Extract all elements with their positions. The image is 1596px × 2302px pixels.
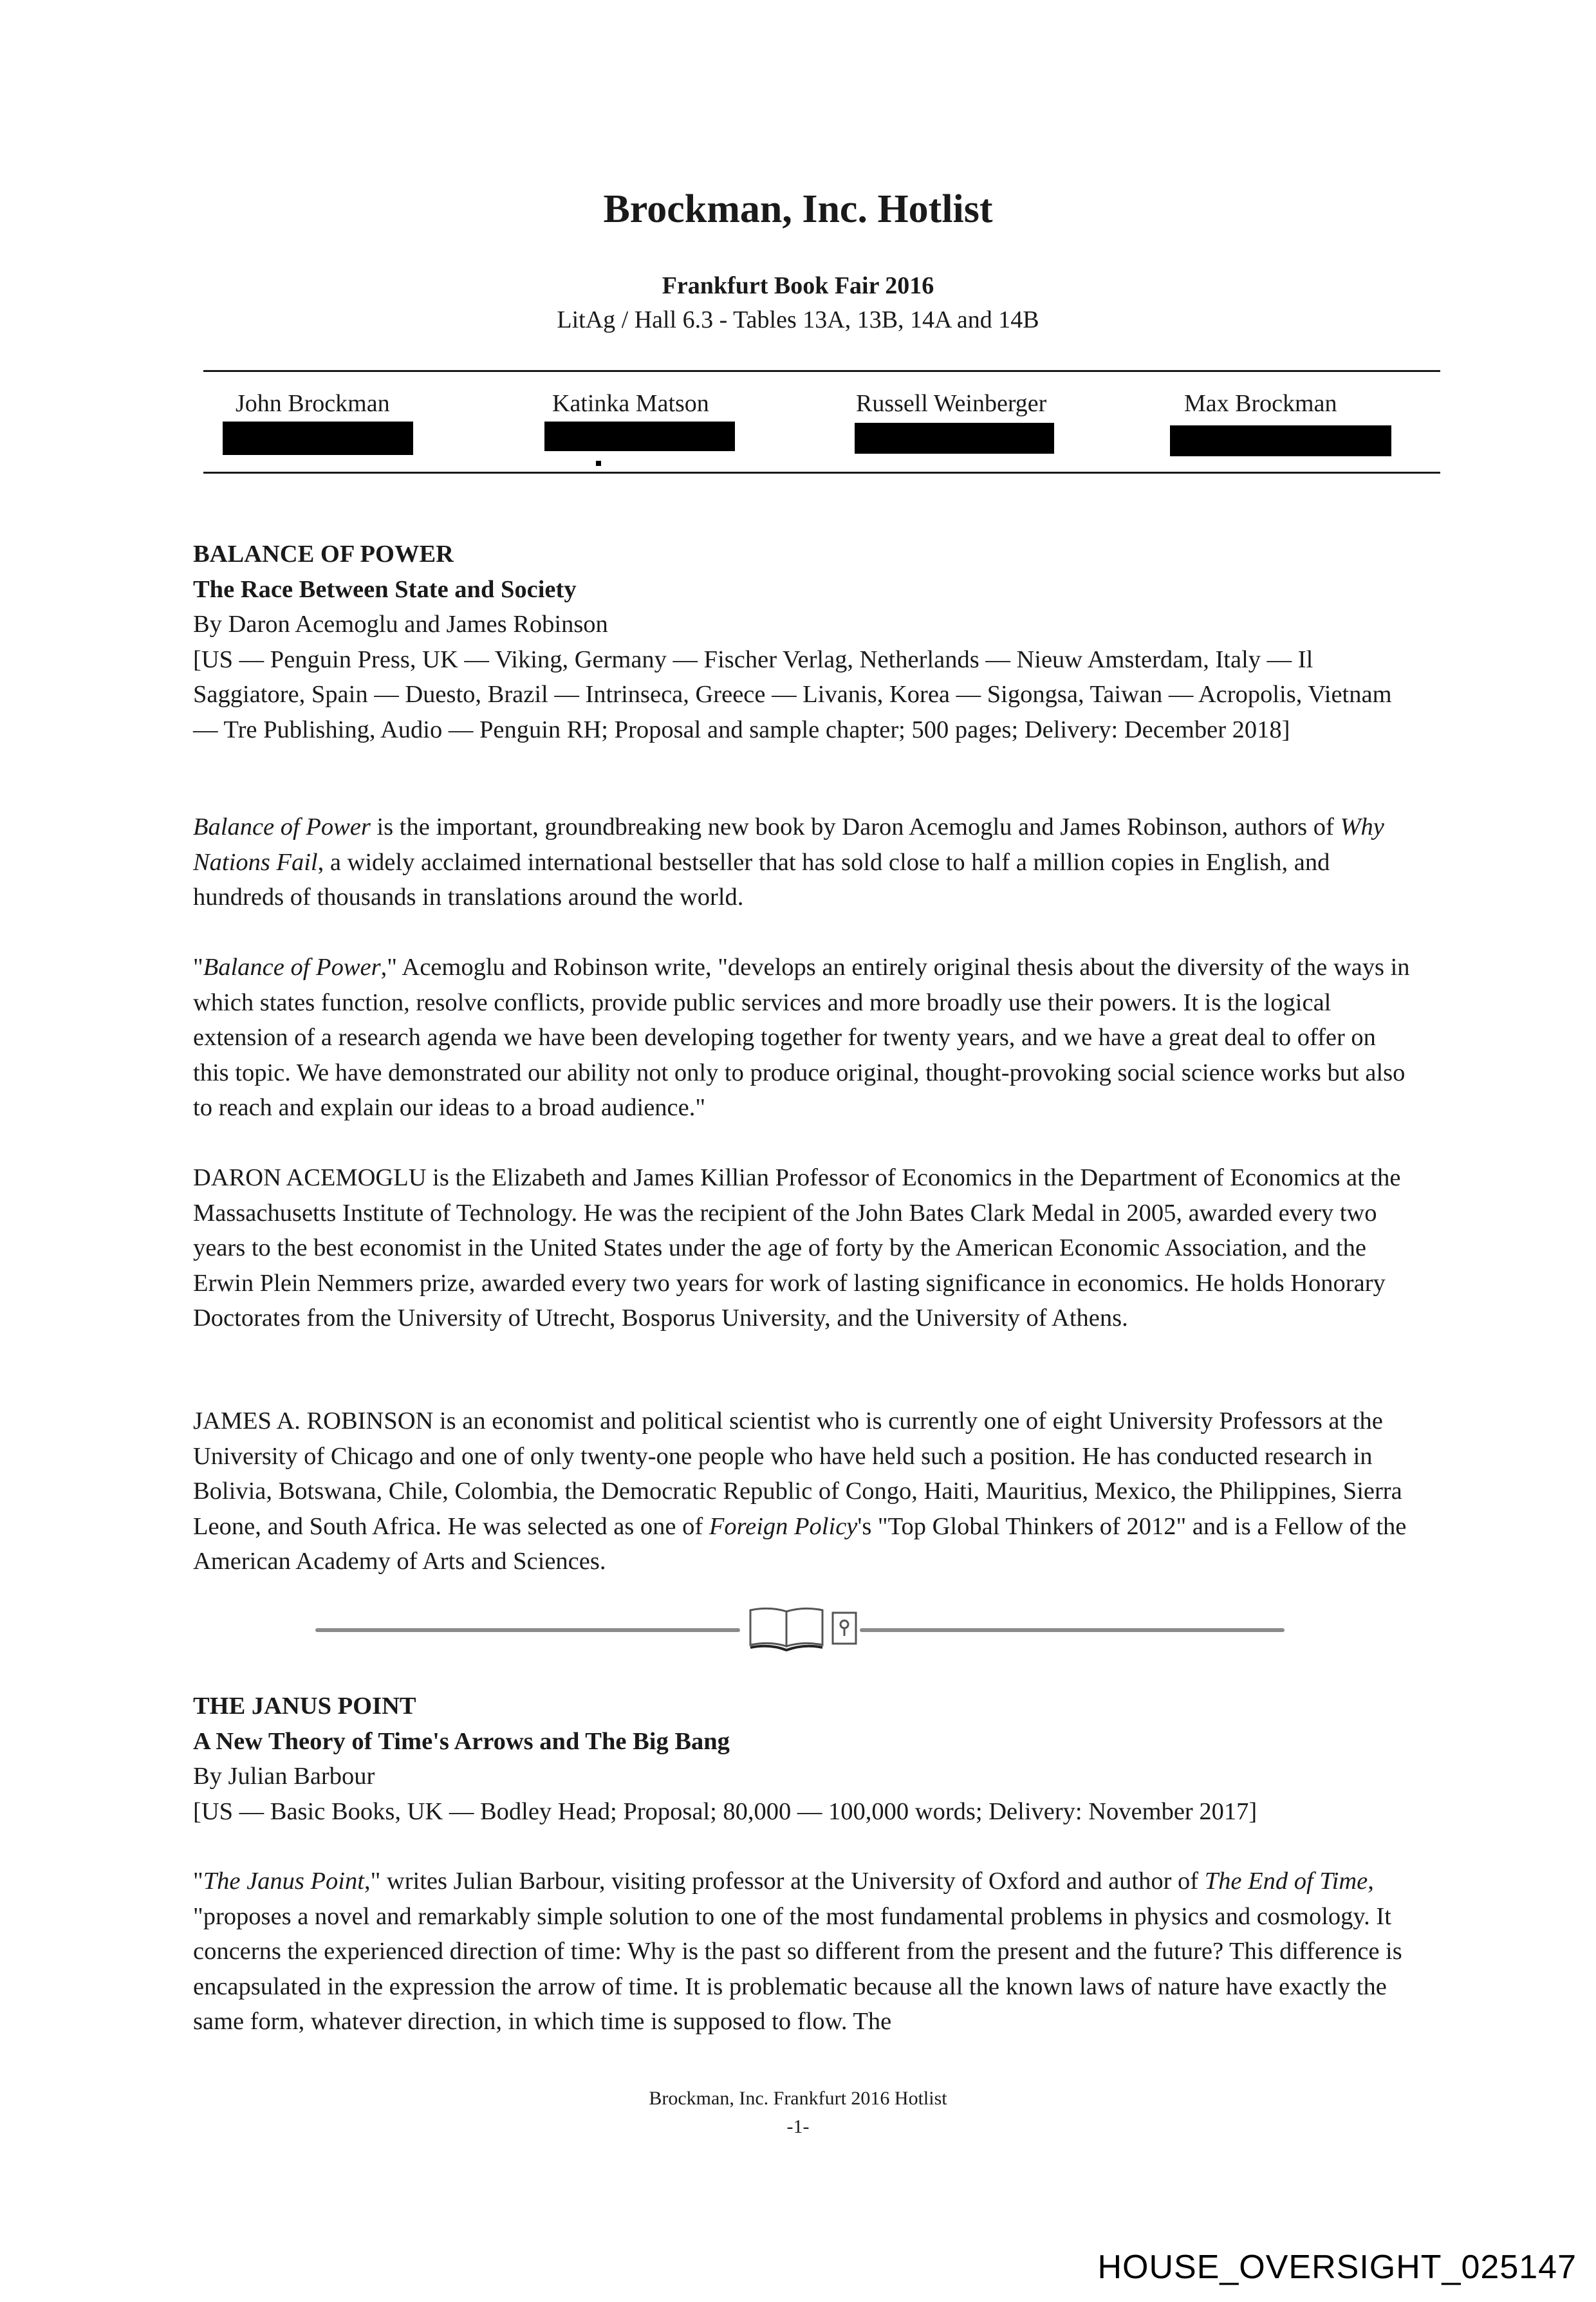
book-title: THE JANUS POINT [193,1693,416,1720]
agent-name: John Brockman [236,390,390,417]
redaction-box [544,422,735,451]
document-stamp: HOUSE_OVERSIGHT_025147 [1097,2249,1577,2286]
book-byline: By Julian Barbour [193,1763,375,1790]
header-rule-top [203,370,1440,372]
book-description: Balance of Power is the important, groundbreaking new book by Daron Acemoglu and James Robinson, authors of Why Nations Fail, a widely acclaimed international bestseller that has sold close to half a million copies in English, and hundreds of thousands in translations around the world. [193,813,1384,911]
redaction-box [855,423,1054,454]
redaction-mark [596,461,601,466]
author-bio-acemoglu: DARON ACEMOGLU is the Elizabeth and James Killian Professor of Economics in the Department of Economics at the Massachusetts Institute of Technology. He was the recipient of the John Bates Clark Medal in 2005, awarded every two years to the best economist in the United States under the age of forty by the American Economic Association, and the Erwin Plein Nemmers prize, awarded every two years for work of lasting significance in economics. He holds Honorary Doctorates from the University of Utrecht, Bosporus University, and the University of Athens. [193,1164,1401,1332]
header-rule-bottom [203,472,1440,474]
redaction-box [1170,425,1391,456]
book-entry-balance-of-power [193,537,1416,747]
book-byline: By Daron Acemoglu and James Robinson [193,611,608,638]
fair-location: LitAg / Hall 6.3 - Tables 13A, 13B, 14A and 14B [557,306,1039,333]
book-subtitle: The Race Between State and Society [193,575,577,603]
book-lock-divider-icon [745,1605,861,1654]
book-title: BALANCE OF POWER [193,541,454,568]
divider-line-left [315,1628,740,1632]
page-number: -1- [786,2116,810,2137]
agent-name: Russell Weinberger [856,390,1047,417]
book-subtitle: A New Theory of Time's Arrows and The Big Bang [193,1727,730,1755]
author-bio-robinson: JAMES A. ROBINSON is an economist and political scientist who is currently one of eight University Professors at the University of Chicago and one of only twenty-one people who have held such a position. He has conducted research in Bolivia, Botswana, Chile, Colombia, the Democratic Republic of Congo, Haiti, Mauritius, Mexico, the Philippines, Sierra Leone, and South Africa. He was selected as one of Foreign Policy's "Top Global Thinkers of 2012" and is a Fellow of the American Academy of Arts and Sciences. [193,1407,1407,1575]
divider-line-right [860,1628,1285,1632]
fair-name: Frankfurt Book Fair 2016 [662,272,934,299]
agent-name: Max Brockman [1184,390,1337,417]
book-quote: "The Janus Point," writes Julian Barbour, visiting professor at the University of Oxford and author of The End of Time, "proposes a novel and remarkably simple solution to one of the most fundamental problems in physics and cosmology. It concerns the experienced direction of time: Why is the past so different from the present and the future? This difference is encapsulated in the expression the arrow of time. It is problematic because all the known laws of nature have exactly the same form, whatever direction, in which time is supposed to flow. The [193,1868,1402,2035]
page-footer: Brockman, Inc. Frankfurt 2016 Hotlist [649,2088,947,2109]
italic-title: Balance of Power [193,813,371,840]
book-rights: [US — Penguin Press, UK — Viking, Germany — Fischer Verlag, Netherlands — Nieuw Amsterdam, Italy — Il Saggiatore, Spain — Duesto, Brazil — Intrinseca, Greece — Livanis, Korea — Sigongsa, Taiwan — Acropolis, Vietnam — Tre Publishing, Audio — Penguin RH; Proposal and sample chapter; 500 pages; Delivery: December 2018] [193,645,1392,743]
book-rights: [US — Basic Books, UK — Bodley Head; Proposal; 80,000 — 100,000 words; Delivery: November 2017] [193,1797,1257,1825]
book-quote: "Balance of Power," Acemoglu and Robinson write, "develops an entirely original thesis about the diversity of the ways in which states function, resolve conflicts, provide public services and more broadly use their powers. It is the logical extension of a research agenda we have been developing together for twenty years, and we have a great deal to offer on this topic. We have demonstrated our ability not only to produce original, thought-provoking social science works but also to reach and explain our ideas to a broad audience." [193,954,1410,1121]
page-title: Brockman, Inc. Hotlist [603,187,993,231]
agent-name: Katinka Matson [552,390,709,417]
redaction-box [223,422,413,455]
book-entry-janus-point [193,1689,1416,1829]
